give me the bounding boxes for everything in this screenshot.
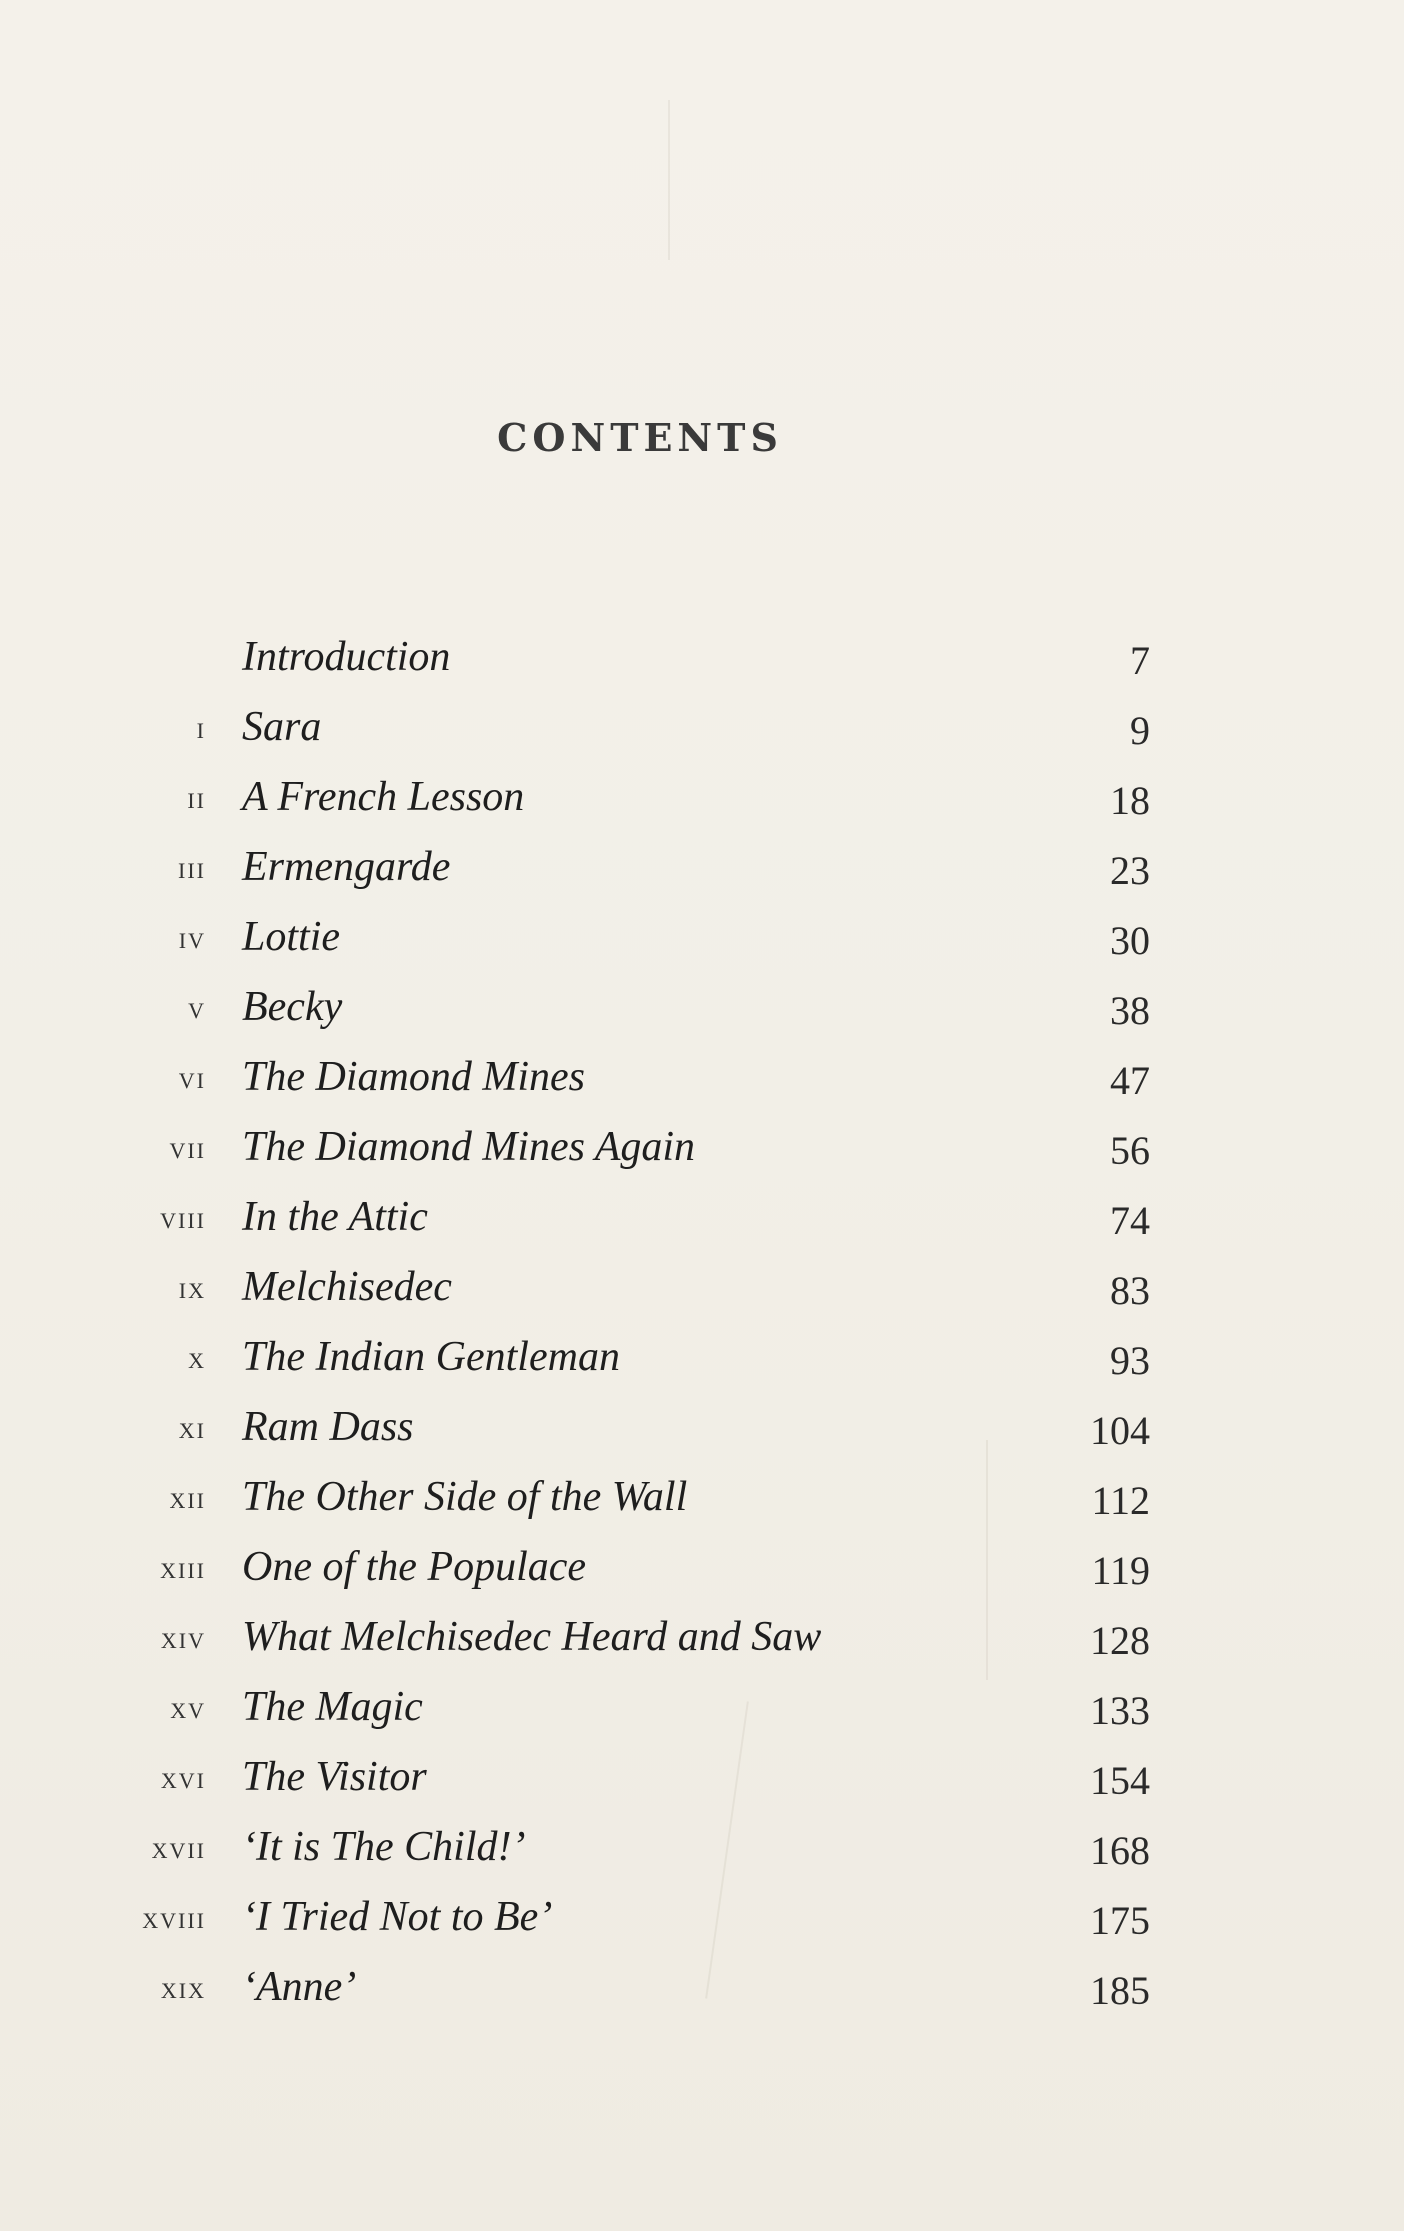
chapter-numeral: i <box>196 709 206 745</box>
toc-entry[interactable] <box>0 698 1404 768</box>
chapter-title[interactable]: Lottie <box>242 914 341 960</box>
toc-entry[interactable] <box>0 1118 1404 1188</box>
toc-entry[interactable] <box>0 1958 1404 2028</box>
page-number: 175 <box>1090 1898 1150 1943</box>
chapter-numeral: xvi <box>160 1759 206 1795</box>
chapter-title[interactable]: Becky <box>242 984 343 1030</box>
chapter-numeral: xi <box>178 1409 206 1445</box>
chapter-title[interactable]: The Indian Gentleman <box>242 1334 620 1380</box>
page-number: 133 <box>1090 1688 1150 1733</box>
page-number: 128 <box>1090 1618 1150 1663</box>
chapter-title[interactable]: The Magic <box>242 1684 423 1730</box>
chapter-title[interactable]: ‘Anne’ <box>242 1964 357 2010</box>
chapter-numeral: xix <box>160 1969 206 2005</box>
contents-heading: CONTENTS <box>497 415 783 461</box>
chapter-numeral: xviii <box>142 1899 206 1935</box>
page-number: 119 <box>1091 1548 1150 1593</box>
chapter-title[interactable]: What Melchisedec Heard and Saw <box>242 1614 822 1660</box>
chapter-title[interactable]: ‘It is The Child!’ <box>242 1824 526 1870</box>
page-number: 9 <box>1130 708 1150 753</box>
chapter-title[interactable]: The Diamond Mines <box>242 1054 585 1100</box>
chapter-numeral: vi <box>178 1059 206 1095</box>
page-number: 7 <box>1130 638 1150 683</box>
page-number: 56 <box>1110 1128 1150 1173</box>
toc-entry[interactable] <box>0 838 1404 908</box>
page-number: 154 <box>1090 1758 1150 1803</box>
page-number: 47 <box>1110 1058 1150 1103</box>
table-of-contents <box>0 628 1404 2028</box>
chapter-title[interactable]: Melchisedec <box>242 1264 452 1310</box>
toc-entry[interactable] <box>0 1048 1404 1118</box>
toc-entry[interactable] <box>0 1608 1404 1678</box>
toc-entry[interactable] <box>0 1398 1404 1468</box>
chapter-title[interactable]: Introduction <box>242 634 451 680</box>
chapter-title[interactable]: ‘I Tried Not to Be’ <box>242 1894 553 1940</box>
chapter-title[interactable]: The Diamond Mines Again <box>242 1124 696 1170</box>
page-number: 93 <box>1110 1338 1150 1383</box>
page-number: 104 <box>1090 1408 1150 1453</box>
toc-entry[interactable] <box>0 1468 1404 1538</box>
toc-entry[interactable] <box>0 1328 1404 1398</box>
page-number: 30 <box>1110 918 1150 963</box>
toc-entry[interactable] <box>0 768 1404 838</box>
page-number: 83 <box>1110 1268 1150 1313</box>
toc-entry[interactable] <box>0 1538 1404 1608</box>
chapter-numeral: iv <box>178 919 206 955</box>
chapter-numeral: v <box>188 989 206 1025</box>
toc-entry[interactable] <box>0 1188 1404 1258</box>
toc-entry[interactable] <box>0 1818 1404 1888</box>
toc-entry[interactable] <box>0 1678 1404 1748</box>
page-number: 38 <box>1110 988 1150 1033</box>
chapter-numeral: xii <box>169 1479 206 1515</box>
toc-entry[interactable] <box>0 908 1404 978</box>
chapter-title[interactable]: One of the Populace <box>242 1544 587 1590</box>
page-number: 74 <box>1110 1198 1150 1243</box>
toc-entry[interactable] <box>0 978 1404 1048</box>
toc-entry[interactable] <box>0 628 1404 698</box>
chapter-title[interactable]: Ram Dass <box>242 1404 414 1450</box>
page-number: 112 <box>1091 1478 1150 1523</box>
chapter-numeral: x <box>188 1339 206 1375</box>
chapter-numeral: xv <box>170 1689 206 1725</box>
chapter-numeral: ii <box>187 779 206 815</box>
page-number: 185 <box>1090 1968 1150 2013</box>
page-number: 18 <box>1110 778 1150 823</box>
chapter-title[interactable]: The Visitor <box>242 1754 427 1800</box>
chapter-title[interactable]: A French Lesson <box>242 774 525 820</box>
chapter-numeral: viii <box>160 1199 206 1235</box>
chapter-numeral: xvii <box>151 1829 206 1865</box>
page-number: 168 <box>1090 1828 1150 1873</box>
chapter-title[interactable]: The Other Side of the Wall <box>242 1474 688 1520</box>
chapter-numeral: xiv <box>160 1619 206 1655</box>
toc-entry[interactable] <box>0 1748 1404 1818</box>
paper-crease-line <box>668 100 670 260</box>
page-number: 23 <box>1110 848 1150 893</box>
chapter-title[interactable]: Ermengarde <box>242 844 451 890</box>
chapter-title[interactable]: Sara <box>242 704 322 750</box>
chapter-title[interactable]: In the Attic <box>242 1194 428 1240</box>
toc-entry[interactable] <box>0 1258 1404 1328</box>
chapter-numeral: xiii <box>160 1549 206 1585</box>
chapter-numeral: ix <box>178 1269 206 1305</box>
toc-entry[interactable] <box>0 1888 1404 1958</box>
chapter-numeral: vii <box>169 1129 206 1165</box>
chapter-numeral: iii <box>178 849 206 885</box>
